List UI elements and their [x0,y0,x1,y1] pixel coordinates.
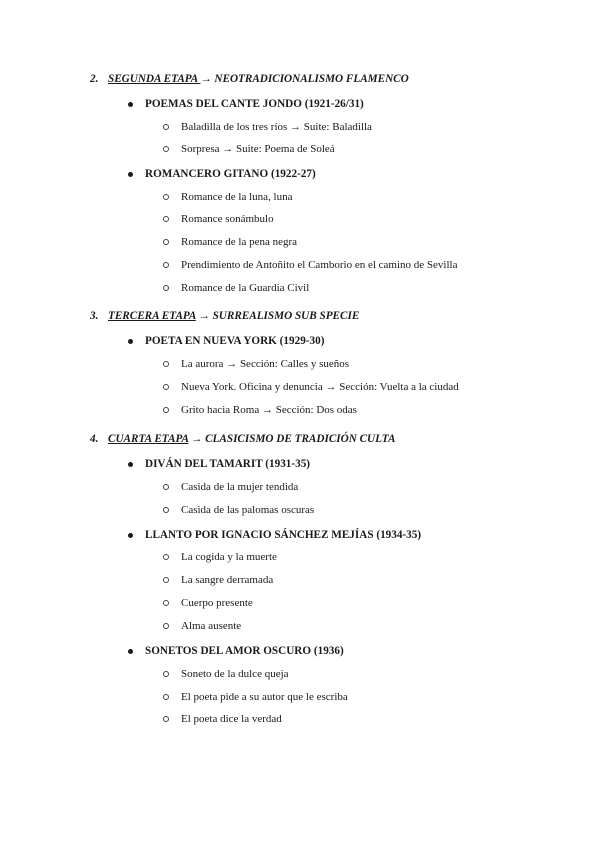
bullet-icon [128,339,133,344]
circle-bullet-icon [163,577,169,583]
poem-title: Grito hacia Roma → Sección: Dos odas [181,404,357,416]
circle-bullet-icon [163,384,169,390]
poem-title: Romance de la Guardia Civil [181,282,310,294]
circle-bullet-icon [163,623,169,629]
stage-movement: → NEOTRADICIONALISMO FLAMENCO [200,73,409,85]
circle-bullet-icon [163,285,169,291]
poem-title: El poeta pide a su autor que le escriba [181,691,348,703]
work-title: DIVÁN DEL TAMARIT (1931-35) [145,458,311,470]
stage-number: 3. [90,310,99,322]
stage-movement: → CLASICISMO DE TRADICIÓN CULTA [188,433,396,445]
circle-bullet-icon [163,194,169,200]
bullet-icon [128,462,133,467]
poem-title: Soneto de la dulce queja [181,668,289,680]
poem-title: Romance sonámbulo [181,213,274,225]
circle-bullet-icon [163,484,169,490]
circle-bullet-icon [163,507,169,513]
poem-title: El poeta dice la verdad [181,713,282,725]
bullet-icon [128,102,133,107]
circle-bullet-icon [163,124,169,130]
stage-label: SEGUNDA ETAPA [108,73,201,85]
poem-title: Romance de la pena negra [181,236,298,248]
stage-heading [90,72,409,86]
circle-bullet-icon [163,216,169,222]
poem-title: Alma ausente [181,620,242,632]
poem-title: Sorpresa → Suite: Poema de Soleá [181,143,335,155]
work-title: ROMANCERO GITANO (1922-27) [145,168,316,180]
poem-title: Casida de la mujer tendida [181,481,299,493]
work-title: LLANTO POR IGNACIO SÁNCHEZ MEJÍAS (1934-35) [145,529,422,541]
circle-bullet-icon [163,262,169,268]
circle-bullet-icon [163,554,169,560]
stage-number: 4. [90,433,99,445]
stage-label: TERCERA ETAPA [108,310,196,322]
work-title: POETA EN NUEVA YORK (1929-30) [145,335,325,347]
poem-title: Romance de la luna, luna [181,191,293,203]
bullet-icon [128,649,133,654]
stage-heading [90,432,395,446]
circle-bullet-icon [163,407,169,413]
stage-movement: → SURREALISMO SUB SPECIE [195,310,360,322]
circle-bullet-icon [163,600,169,606]
poem-title: La aurora → Sección: Calles y sueños [181,358,350,370]
circle-bullet-icon [163,146,169,152]
poem-title: Cuerpo presente [181,597,253,609]
poem-title: Prendimiento de Antoñito el Camborio en el camino de Sevilla [181,259,458,271]
circle-bullet-icon [163,671,169,677]
stage-heading [90,309,359,323]
bullet-icon [128,172,133,177]
poem-title: La cogida y la muerte [181,551,277,563]
circle-bullet-icon [163,239,169,245]
poem-title: Casida de las palomas oscuras [181,504,315,516]
bullet-icon [128,533,133,538]
poem-title: Nueva York. Oficina y denuncia → Sección: Vuelta a la ciudad [181,381,459,393]
circle-bullet-icon [163,361,169,367]
work-title: SONETOS DEL AMOR OSCURO (1936) [145,645,344,657]
poem-title: La sangre derramada [181,574,274,586]
poem-title: Baladilla de los tres ríos → Suite: Baladilla [181,121,372,133]
stage-label: CUARTA ETAPA [108,433,189,445]
circle-bullet-icon [163,716,169,722]
stage-number: 2. [90,73,99,85]
circle-bullet-icon [163,694,169,700]
work-title: POEMAS DEL CANTE JONDO (1921-26/31) [145,98,364,110]
